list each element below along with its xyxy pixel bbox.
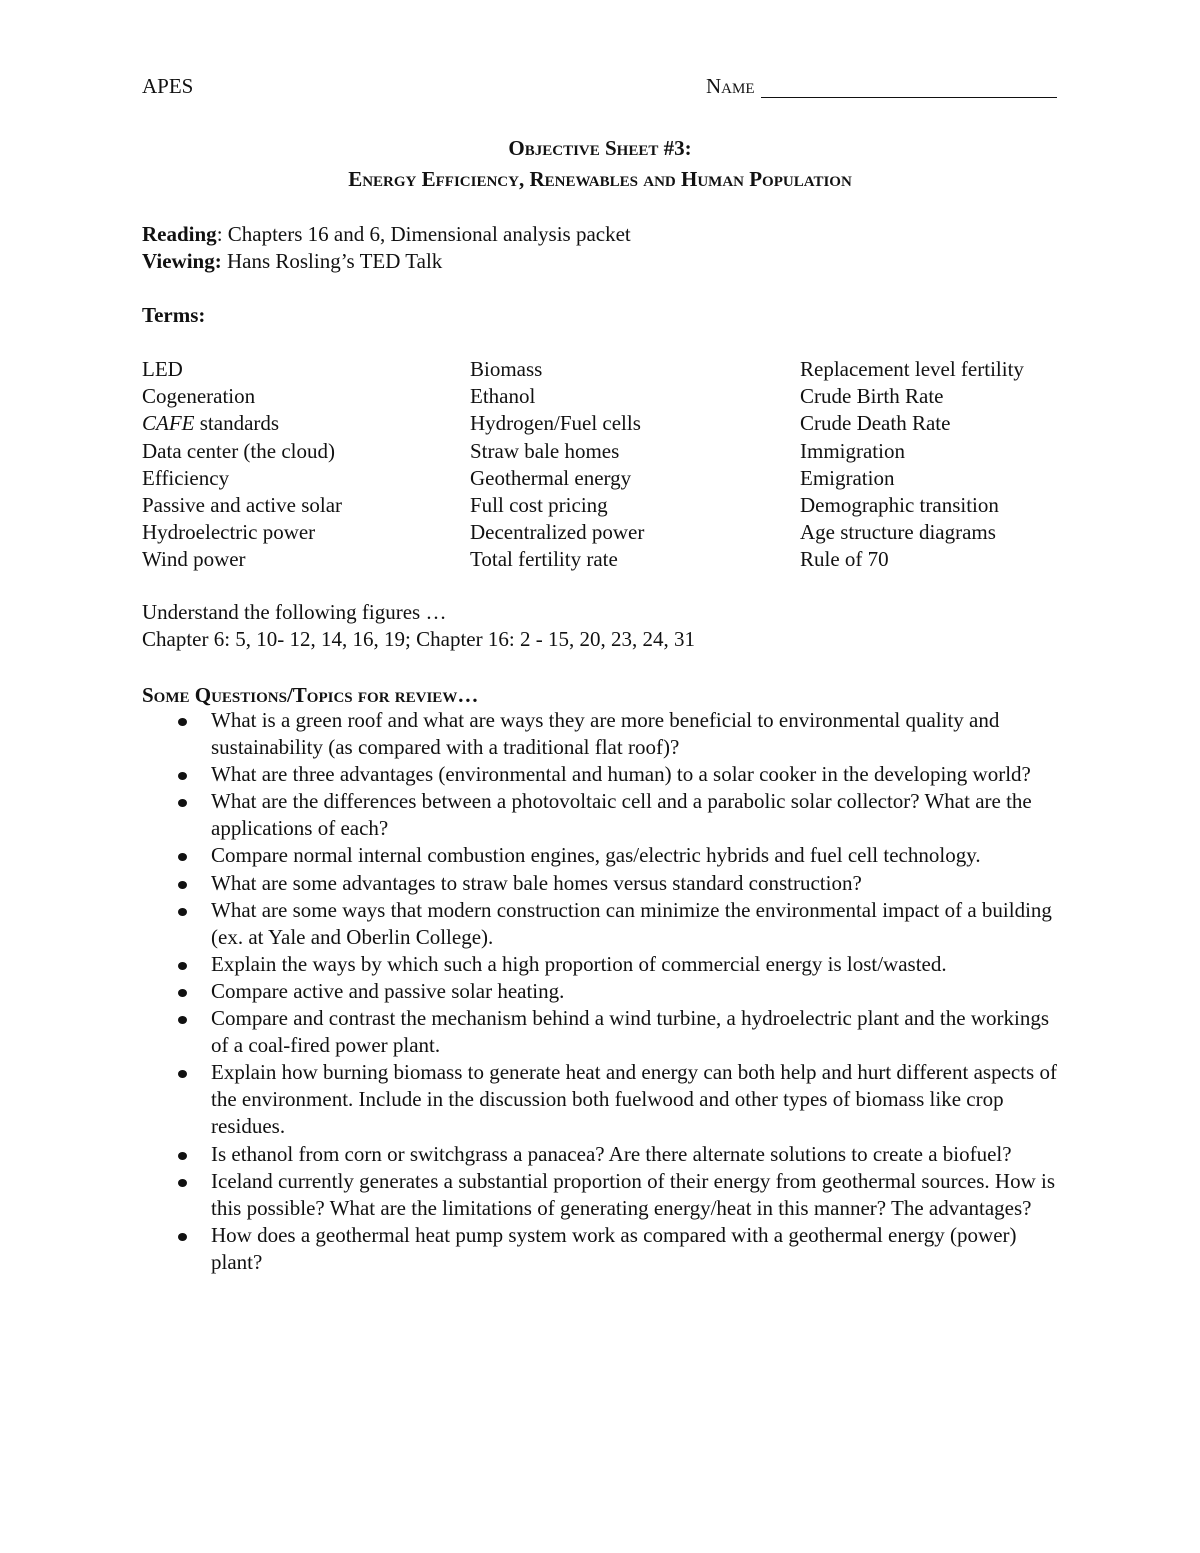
review-question	[178, 951, 1068, 978]
term-item: Hydrogen/Fuel cells	[470, 411, 641, 436]
bullet-icon	[178, 1179, 187, 1187]
name-field	[706, 74, 1057, 98]
question-text: What are the differences between a photovoltaic cell and a parabolic solar collector? What are the applications of each?	[211, 789, 1032, 841]
question-text: Compare active and passive solar heating.	[211, 978, 565, 1003]
terms-column-3	[800, 356, 1024, 574]
term-item: Replacement level fertility	[800, 357, 1024, 381]
terms-column-1	[142, 356, 342, 574]
term-item: Biomass	[470, 357, 543, 381]
question-text: Explain the ways by which such a high proportion of commercial energy is lost/wasted.	[211, 951, 947, 976]
term-item: Efficiency	[142, 465, 230, 490]
term-item: Decentralized power	[470, 520, 645, 545]
review-question	[178, 1222, 1068, 1276]
term-cafe: CAFE	[142, 411, 195, 436]
bullet-icon	[178, 989, 187, 997]
bullet-icon	[178, 908, 187, 916]
review-question	[178, 870, 1068, 897]
term-item: Full cost pricing	[470, 493, 608, 518]
review-question	[178, 707, 1068, 761]
viewing-label: Viewing:	[142, 249, 222, 273]
question-text: What are some advantages to straw bale homes versus standard construction?	[211, 870, 862, 895]
term-item: Geothermal energy	[470, 465, 632, 490]
term-item: Rule of 70	[800, 547, 889, 572]
review-question-list	[178, 707, 1068, 1276]
sheet-title: Objective Sheet #3:	[508, 136, 692, 160]
review-question	[178, 1059, 1068, 1140]
term-item: Immigration	[800, 438, 905, 463]
sheet-subtitle: Energy Efficiency, Renewables and Human Population	[348, 167, 852, 191]
term-cafe-suffix: standards	[194, 411, 280, 436]
bullet-icon	[178, 881, 187, 889]
course-label: APES	[142, 74, 194, 98]
term-item: Hydroelectric power	[142, 520, 316, 545]
review-question	[178, 842, 1068, 869]
question-text: Is ethanol from corn or switchgrass a panacea? Are there alternate solutions to create a biofuel?	[211, 1141, 1012, 1166]
reading-label: Reading	[142, 222, 217, 246]
question-text: Compare and contrast the mechanism behind a wind turbine, a hydroelectric plant and the workings of a coal-fired power plant.	[211, 1006, 1050, 1058]
bullet-icon	[178, 1233, 187, 1241]
term-item: Crude Death Rate	[800, 411, 951, 436]
question-text: How does a geothermal heat pump system work as compared with a geothermal energy (power) plant?	[211, 1222, 1017, 1274]
figures-block	[142, 599, 695, 653]
review-question	[178, 1005, 1068, 1059]
term-item: Ethanol	[470, 384, 536, 409]
review-heading: Some Questions/Topics for review…	[142, 683, 479, 707]
review-question	[178, 1168, 1068, 1222]
bullet-icon	[178, 799, 187, 807]
term-item: Emigration	[800, 465, 895, 490]
bullet-icon	[178, 1152, 187, 1160]
question-text: Compare normal internal combustion engines, gas/electric hybrids and fuel cell technology.	[211, 843, 981, 868]
bullet-icon	[178, 1070, 187, 1078]
reading-line	[142, 221, 631, 248]
figures-list: Chapter 6: 5, 10- 12, 14, 16, 19; Chapter 16: 2 - 15, 20, 23, 24, 31	[142, 627, 695, 651]
term-item: Total fertility rate	[470, 547, 618, 572]
term-item: Age structure diagrams	[800, 520, 996, 545]
bullet-icon	[178, 772, 187, 780]
question-text: What are three advantages (environmental and human) to a solar cooker in the developing world?	[211, 762, 1031, 787]
name-label: Name	[706, 74, 755, 98]
bullet-icon	[178, 962, 187, 970]
name-blank-line	[761, 75, 1057, 98]
term-item: Straw bale homes	[470, 438, 620, 463]
figures-intro: Understand the following figures …	[142, 600, 447, 624]
review-question	[178, 788, 1068, 842]
term-item	[142, 410, 342, 437]
question-text: Iceland currently generates a substantial proportion of their energy from geothermal sources. How is this possible? What are the limitations of generating energy/heat in this manner? The advantages?	[211, 1168, 1055, 1220]
term-item: Demographic transition	[800, 493, 999, 518]
term-item: Data center (the cloud)	[142, 438, 335, 463]
question-text: Explain how burning biomass to generate heat and energy can both help and hurt different aspects of the environment. Include in the discussion both fuelwood and other types of biomass like crop residues.	[211, 1060, 1057, 1139]
term-item: Cogeneration	[142, 384, 256, 409]
bullet-icon	[178, 853, 187, 861]
term-item: Wind power	[142, 547, 246, 572]
review-question	[178, 978, 1068, 1005]
terms-column-2	[470, 356, 644, 574]
question-text: What is a green roof and what are ways they are more beneficial to environmental quality and sustainability (as compared with a traditional flat roof)?	[211, 708, 1000, 760]
bullet-icon	[178, 1016, 187, 1024]
viewing-line	[142, 248, 631, 275]
viewing-text: Hans Rosling’s TED Talk	[221, 249, 443, 273]
term-item: Crude Birth Rate	[800, 384, 944, 409]
review-question	[178, 897, 1068, 951]
bullet-icon	[178, 718, 187, 726]
review-question	[178, 1141, 1068, 1168]
term-item: LED	[142, 357, 183, 381]
term-item: Passive and active solar	[142, 493, 343, 518]
terms-heading: Terms:	[142, 303, 206, 327]
question-text: What are some ways that modern construction can minimize the environmental impact of a building (ex. at Yale and Oberlin College).	[211, 897, 1052, 949]
reading-block	[142, 221, 631, 275]
reading-text: : Chapters 16 and 6, Dimensional analysis packet	[216, 222, 631, 246]
review-question	[178, 761, 1068, 788]
